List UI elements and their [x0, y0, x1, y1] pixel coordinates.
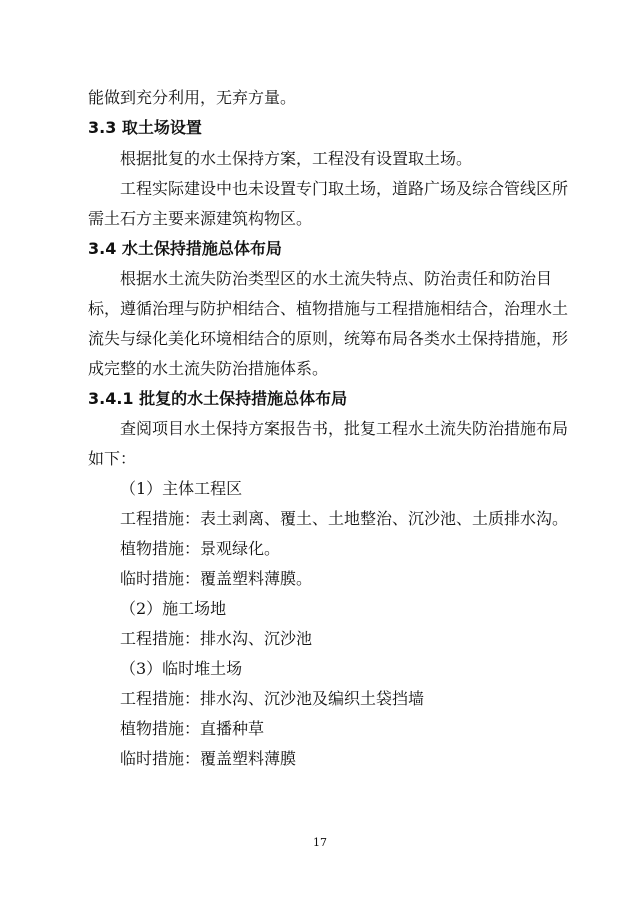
list-item: 临时措施：覆盖塑料薄膜	[120, 749, 297, 768]
heading-3-4: 3.4 水土保持措施总体布局	[88, 239, 282, 258]
list-item: 工程措施：排水沟、沉沙池及编织土袋挡墙	[120, 689, 425, 708]
list-item: 临时措施：覆盖塑料薄膜。	[120, 569, 313, 588]
list-item: 植物措施：直播种草	[120, 719, 265, 738]
list-item: 工程措施：排水沟、沉沙池	[120, 629, 313, 648]
paragraph-line: 工程实际建设中也未设置专门取土场，道路广场及综合管线区所	[120, 179, 569, 198]
paragraph-continuation: 能做到充分利用，无弃方量。	[88, 88, 297, 107]
paragraph-line: 流失与绿化美化环境相结合的原则，统筹布局各类水土保持措施，形	[88, 329, 569, 348]
heading-3-3: 3.3 取土场设置	[88, 118, 202, 137]
paragraph-line: 标，遵循治理与防护相结合、植物措施与工程措施相结合，治理水土	[88, 299, 569, 318]
list-heading-3: （3）临时堆土场	[120, 659, 243, 678]
page-number: 17	[313, 836, 327, 849]
list-item: 植物措施：景观绿化。	[120, 539, 281, 558]
heading-3-4-1: 3.4.1 批复的水土保持措施总体布局	[88, 389, 348, 408]
paragraph-line: 查阅项目水土保持方案报告书，批复工程水土流失防治措施布局	[120, 419, 569, 438]
paragraph-line: 需土石方主要来源建筑构物区。	[88, 209, 313, 228]
paragraph-line: 根据水土流失防治类型区的水土流失特点、防治责任和防治目	[120, 269, 553, 288]
list-heading-1: （1）主体工程区	[120, 479, 243, 498]
list-heading-2: （2）施工场地	[120, 599, 227, 618]
paragraph-line: 成完整的水土流失防治措施体系。	[88, 359, 329, 378]
list-item: 工程措施：表土剥离、覆土、土地整治、沉沙池、土质排水沟。	[120, 509, 569, 528]
paragraph-line: 如下：	[88, 449, 137, 468]
paragraph-line: 根据批复的水土保持方案，工程没有设置取土场。	[120, 149, 473, 168]
